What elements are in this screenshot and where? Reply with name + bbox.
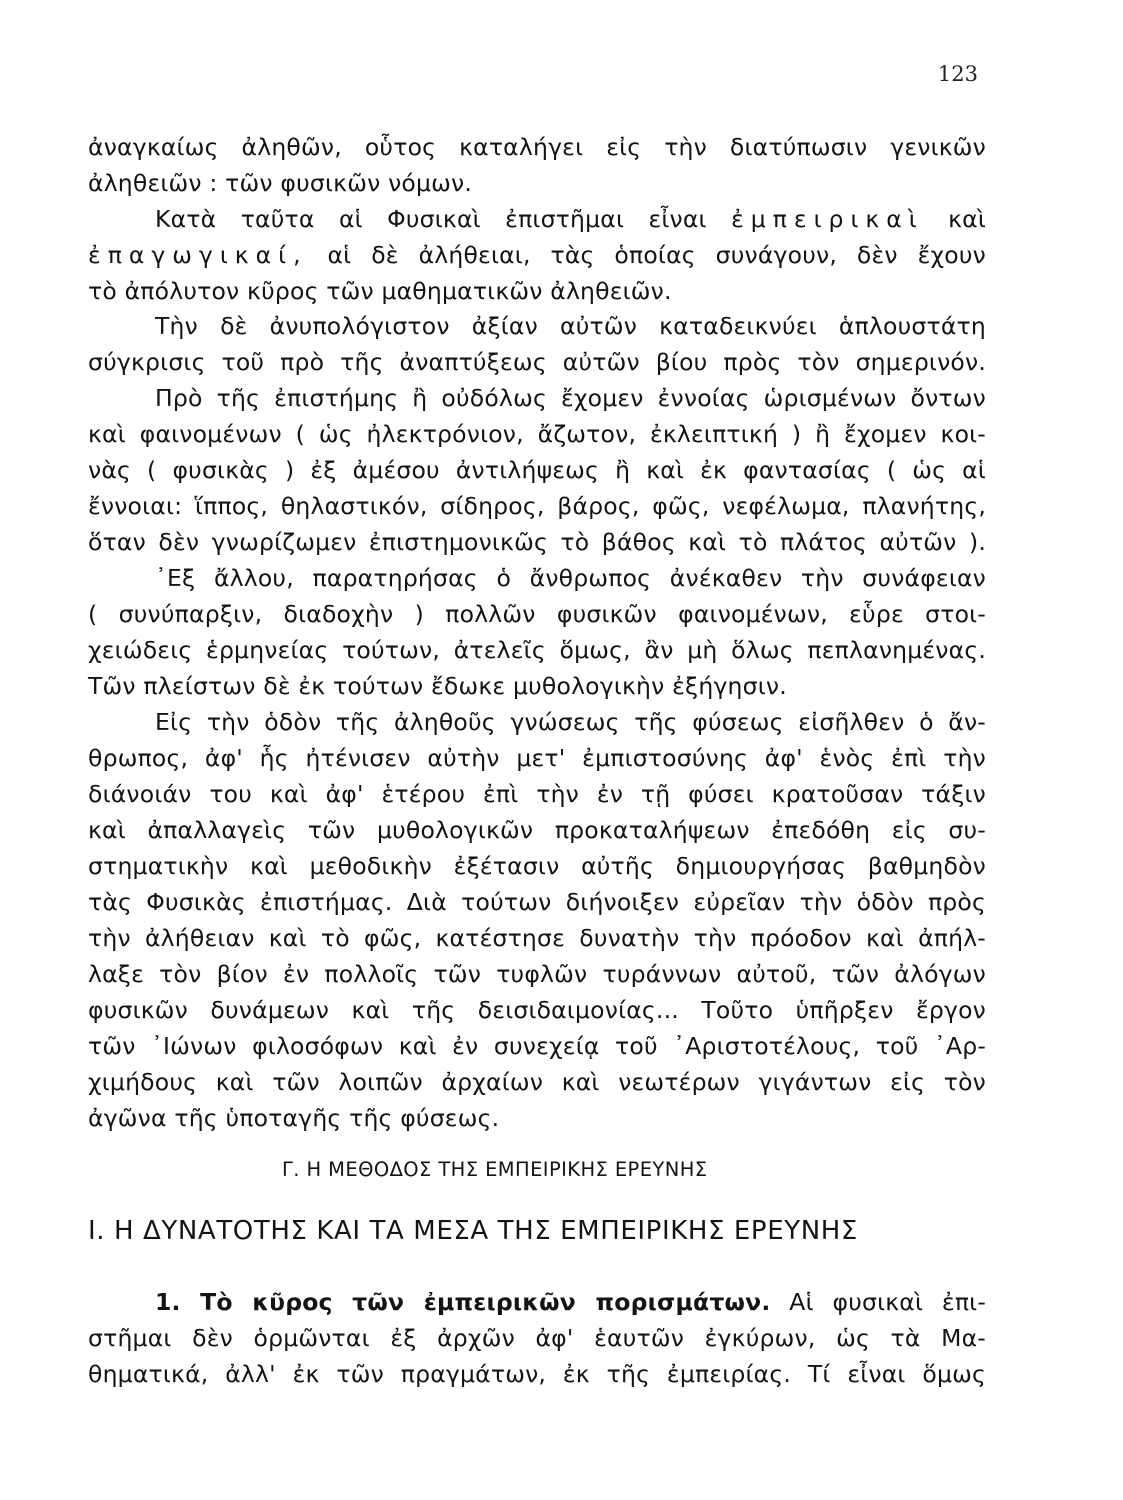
text-line: στῆμαι δὲν ὁρμῶνται ἐξ ἀρχῶν ἀφ' ἑαυτῶν ἐγκύρων, ὡς τὰ Μα- bbox=[88, 1324, 986, 1352]
text-line: ἔννοιαι: ἵππος, θηλαστικόν, σίδηρος, βάρος, φῶς, νεφέλωμα, πλανήτης, bbox=[88, 492, 986, 520]
text-line: Πρὸ τῆς ἐπιστήμης ἢ οὐδόλως ἔχομεν ἐννοίας ὡρισμένων ὄντων bbox=[155, 384, 986, 412]
text-line: σύγκρισις τοῦ πρὸ τῆς ἀναπτύξεως αὐτῶν βίου πρὸς τὸν σημερινόν. bbox=[88, 348, 986, 376]
text-line: χειώδεις ἑρμηνείας τούτων, ἀτελεῖς ὅμως, ἂν μὴ ὅλως πεπλανημένας. bbox=[88, 636, 986, 664]
text-line: ᾿Εξ ἄλλου, παρατηρήσας ὁ ἄνθρωπος ἀνέκαθεν τὴν συνάφειαν bbox=[155, 564, 986, 592]
text-line: καὶ ἀπαλλαγεὶς τῶν μυθολογικῶν προκαταλήψεων ἐπεδόθη εἰς συ- bbox=[88, 816, 986, 844]
emphasized-term: ἐπαγωγικαί, bbox=[88, 241, 308, 269]
paragraph-title: 1. Τὸ κῦρος τῶν ἐμπειρικῶν πορισμάτων. bbox=[155, 1288, 771, 1316]
text-span: αἱ δὲ ἀλήθειαι, τὰς ὁποίας συνάγουν, δὲν ἔχουν bbox=[327, 241, 987, 269]
text-line: λαξε τὸν βίον ἐν πολλοῖς τῶν τυφλῶν τυράννων αὐτοῦ, τῶν ἀλόγων bbox=[88, 960, 986, 988]
text-span: Αἱ φυσικαὶ ἐπι- bbox=[789, 1288, 986, 1316]
text-line: ( συνύπαρξιν, διαδοχὴν ) πολλῶν φυσικῶν φαινομένων, εὗρε στοι- bbox=[88, 600, 986, 628]
text-line: Εἰς τὴν ὁδὸν τῆς ἀληθοῦς γνώσεως τῆς φύσεως εἰσῆλθεν ὁ ἄν- bbox=[155, 708, 986, 736]
chapter-heading: Ι. Η ΔΥΝΑΤΟΤΗΣ ΚΑΙ ΤΑ ΜΕΣΑ ΤΗΣ ΕΜΠΕΙΡΙΚΗΣ ΕΡΕΥΝΗΣ bbox=[88, 1216, 858, 1246]
text-line: στηματικὴν καὶ μεθοδικὴν ἐξέτασιν αὐτῆς δημιουργήσας βαθμηδὸν bbox=[88, 852, 986, 880]
text-line: θηματικά, ἀλλ' ἐκ τῶν πραγμάτων, ἐκ τῆς ἐμπειρίας. Τί εἶναι ὅμως bbox=[88, 1360, 986, 1388]
text-line: Τῶν πλείστων δὲ ἐκ τούτων ἔδωκε μυθολογικὴν ἐξήγησιν. bbox=[88, 672, 787, 700]
text-line: τῶν ᾿Ιώνων φιλοσόφων καὶ ἐν συνεχείᾳ τοῦ ᾿Αριστοτέλους, τοῦ ᾿Αρ- bbox=[88, 1032, 986, 1060]
text-line bbox=[88, 238, 986, 272]
text-line: Τὴν δὲ ἀνυπολόγιστον ἀξίαν αὐτῶν καταδεικνύει ἁπλουστάτη bbox=[155, 312, 986, 340]
text-line: ἀναγκαίως ἀληθῶν, οὗτος καταλήγει εἰς τὴν διατύπωσιν γενικῶν bbox=[88, 133, 986, 161]
text-line: χιμήδους καὶ τῶν λοιπῶν ἀρχαίων καὶ νεωτέρων γιγάντων εἰς τὸν bbox=[88, 1068, 986, 1096]
text-span: καὶ bbox=[948, 205, 986, 233]
text-line: θρωπος, ἀφ' ἧς ἠτένισεν αὐτὴν μετ' ἐμπιστοσύνης ἀφ' ἑνὸς ἐπὶ τὴν bbox=[88, 744, 986, 772]
text-line: νὰς ( φυσικὰς ) ἐξ ἀμέσου ἀντιλήψεως ἢ καὶ ἐκ φαντασίας ( ὡς αἱ bbox=[88, 456, 986, 484]
text-span: Κατὰ ταῦτα αἱ Φυσικαὶ ἐπιστῆμαι εἶναι bbox=[155, 205, 707, 233]
text-line bbox=[155, 1285, 986, 1319]
text-line: ὅταν δὲν γνωρίζωμεν ἐπιστημονικῶς τὸ βάθος καὶ τὸ πλάτος αὐτῶν ). bbox=[88, 528, 986, 556]
section-subheading: Γ. Η ΜΕΘΟΔΟΣ ΤΗΣ ΕΜΠΕΙΡΙΚΗΣ ΕΡΕΥΝΗΣ bbox=[282, 1158, 708, 1181]
text-line: καὶ φαινομένων ( ὡς ἠλεκτρόνιον, ἄζωτον, ἐκλειπτική ) ἢ ἔχομεν κοι- bbox=[88, 420, 986, 448]
text-line: τὰς Φυσικὰς ἐπιστήμας. Διὰ τούτων διήνοιξεν εὐρεῖαν τὴν ὁδὸν πρὸς bbox=[88, 888, 986, 916]
emphasized-term: ἐμπειρικαὶ bbox=[731, 205, 924, 233]
text-line: ἀληθειῶν : τῶν φυσικῶν νόμων. bbox=[88, 169, 473, 197]
page-number: 123 bbox=[937, 62, 978, 86]
text-line: ἀγῶνα τῆς ὑποταγῆς τῆς φύσεως. bbox=[88, 1104, 500, 1132]
text-line: διάνοιάν του καὶ ἀφ' ἑτέρου ἐπὶ τὴν ἐν τῇ φύσει κρατοῦσαν τάξιν bbox=[88, 780, 986, 808]
text-line: τὸ ἀπόλυτον κῦρος τῶν μαθηματικῶν ἀληθειῶν. bbox=[88, 277, 672, 305]
text-line: φυσικῶν δυνάμεων καὶ τῆς δεισιδαιμονίας... Τοῦτο ὑπῆρξεν ἔργον bbox=[88, 996, 986, 1024]
text-line: τὴν ἀλήθειαν καὶ τὸ φῶς, κατέστησε δυνατὴν τὴν πρόοδον καὶ ἀπήλ- bbox=[88, 924, 986, 952]
text-line bbox=[155, 202, 986, 236]
